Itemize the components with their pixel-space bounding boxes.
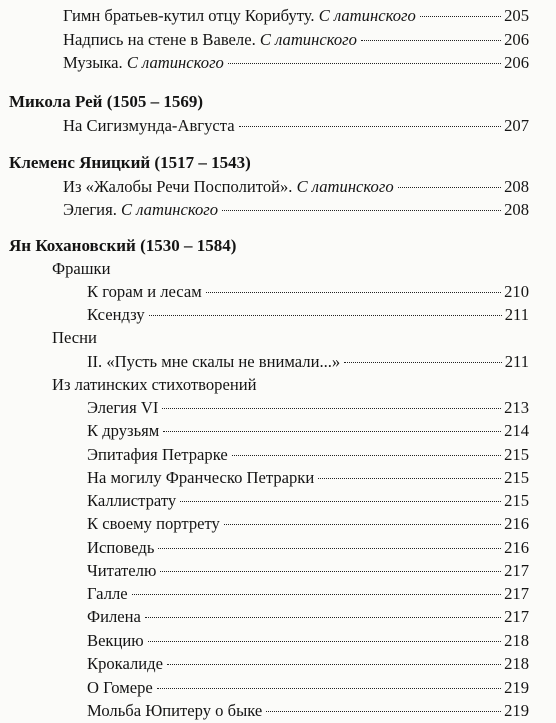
toc-entry[interactable] <box>63 28 529 52</box>
page-number: 207 <box>504 116 529 135</box>
page-number: 219 <box>504 678 529 697</box>
toc-entry[interactable] <box>87 350 529 374</box>
entry-title <box>87 512 220 536</box>
entry-title-text: Крокалиде <box>87 654 163 673</box>
dot-leader <box>145 617 501 618</box>
entry-title-text: Читателю <box>87 561 157 580</box>
toc-entry[interactable] <box>87 559 529 583</box>
toc-entry[interactable] <box>63 198 529 222</box>
author-heading: Микола Рей (1505 – 1569) <box>9 92 204 111</box>
toc-entry[interactable] <box>87 396 529 420</box>
page-number: 206 <box>504 53 529 72</box>
toc-entry[interactable] <box>87 629 529 653</box>
page-number: 216 <box>504 514 529 533</box>
entry-title <box>87 396 158 420</box>
toc-entry[interactable] <box>87 443 529 467</box>
entry-title-text: Филена <box>87 607 141 626</box>
dot-leader <box>149 315 502 316</box>
dot-leader <box>158 548 501 549</box>
page-number: 215 <box>504 445 529 464</box>
entry-title-text: Гимн братьев-кутил отцу Корибуту. <box>63 6 315 25</box>
toc-entry[interactable] <box>63 4 529 28</box>
entry-title <box>87 419 159 443</box>
dot-leader <box>239 126 502 127</box>
entry-title <box>87 536 154 560</box>
page-number: 213 <box>504 398 529 417</box>
page-number: 206 <box>504 30 529 49</box>
entry-title-text: Надпись на стене в Вавеле. <box>63 30 256 49</box>
entry-title <box>87 350 340 374</box>
entry-title-text: II. «Пусть мне скалы не внимали...» <box>87 352 341 371</box>
dot-leader <box>361 40 501 41</box>
dot-leader <box>318 478 501 479</box>
entry-title-text: Мольба Юпитеру о быке <box>87 701 263 721</box>
entry-translation-note: С латинского <box>318 6 416 25</box>
page-number: 208 <box>504 177 529 196</box>
dot-leader <box>344 362 502 363</box>
toc-entry[interactable] <box>87 303 529 327</box>
dot-leader <box>228 63 501 64</box>
dot-leader <box>398 187 501 188</box>
entry-title-text: К друзьям <box>87 421 160 440</box>
entry-title <box>87 559 156 583</box>
page-number: 208 <box>504 200 529 219</box>
entry-title <box>87 303 145 327</box>
dot-leader <box>157 688 501 689</box>
section-heading: Песни <box>52 328 97 347</box>
author-heading: Клеменс Яницкий (1517 – 1543) <box>9 153 251 172</box>
toc-entry[interactable] <box>87 489 529 513</box>
entry-title <box>63 4 416 28</box>
dot-leader <box>180 501 501 502</box>
page-number: 205 <box>504 6 529 25</box>
page-number: 211 <box>504 352 529 371</box>
entry-title-text: Исповедь <box>87 538 155 557</box>
page-number: 216 <box>504 538 529 557</box>
dot-leader <box>232 455 501 456</box>
entry-title-text: К своему портрету <box>87 514 220 533</box>
toc-entry[interactable] <box>87 419 529 443</box>
dot-leader <box>132 594 501 595</box>
entry-title <box>87 443 228 467</box>
page-number: 217 <box>504 561 529 580</box>
entry-translation-note: С латинского <box>296 177 394 196</box>
page-number: 218 <box>504 654 529 673</box>
entry-title <box>87 629 144 653</box>
section-heading: Фрашки <box>52 259 111 278</box>
entry-title <box>87 280 202 304</box>
entry-title-text: На могилу Франческо Петрарки <box>87 468 315 487</box>
entry-title-text: Галле <box>87 584 128 603</box>
page-number: 214 <box>504 421 529 440</box>
entry-title <box>63 114 235 138</box>
dot-leader <box>162 408 501 409</box>
dot-leader <box>266 711 501 712</box>
entry-title-text: Элегия. <box>63 200 117 219</box>
entry-title-text: Эпитафия Петрарке <box>87 445 228 464</box>
entry-title <box>63 175 394 199</box>
entry-title <box>87 489 176 513</box>
entry-title-text: Ксендзу <box>87 305 145 324</box>
toc-entry[interactable] <box>87 676 529 700</box>
entry-translation-note: С латинского <box>259 30 357 49</box>
toc-entry[interactable] <box>87 280 529 304</box>
entry-title <box>87 582 128 606</box>
entry-title <box>63 198 218 222</box>
dot-leader <box>206 292 501 293</box>
page-number: 215 <box>504 468 529 487</box>
entry-title-text: Из «Жалобы Речи Посполитой». <box>63 177 293 196</box>
entry-title-text: О Гомере <box>87 678 153 697</box>
toc-entry[interactable] <box>87 699 529 723</box>
toc-entry[interactable] <box>63 114 529 138</box>
entry-title-text: Элегия VI <box>87 398 159 417</box>
page-number: 217 <box>504 584 529 603</box>
toc-entry[interactable] <box>87 536 529 560</box>
dot-leader <box>163 431 501 432</box>
dot-leader <box>148 641 501 642</box>
dot-leader <box>167 664 501 665</box>
dot-leader <box>222 210 501 211</box>
entry-title <box>63 51 224 75</box>
entry-title <box>87 466 314 490</box>
toc-entry[interactable] <box>63 51 529 75</box>
toc-entry[interactable] <box>63 175 529 199</box>
entry-title <box>87 652 163 676</box>
page-number: 210 <box>504 282 529 301</box>
dot-leader <box>160 571 501 572</box>
dot-leader <box>420 16 501 17</box>
entry-title-text: К горам и лесам <box>87 282 202 301</box>
toc-entry[interactable] <box>87 582 529 606</box>
entry-title-text: Каллистрату <box>87 491 177 510</box>
toc-entry[interactable] <box>87 466 529 490</box>
entry-title-text: Векцию <box>87 631 144 650</box>
toc-entry[interactable] <box>87 605 529 629</box>
entry-title-text: Музыка. <box>63 53 123 72</box>
toc-entry[interactable] <box>87 652 529 676</box>
entry-title <box>63 28 357 52</box>
page-number: 217 <box>504 607 529 626</box>
author-heading: Ян Кохановский (1530 – 1584) <box>9 236 237 255</box>
entry-translation-note: С латинского <box>121 200 219 219</box>
entry-translation-note: С латинского <box>126 53 224 72</box>
page-number: 215 <box>504 491 529 510</box>
page-number: 211 <box>504 305 529 324</box>
entry-title <box>87 605 141 629</box>
toc-entry[interactable] <box>87 512 529 536</box>
entry-title <box>87 676 153 700</box>
section-heading: Из латинских стихотворений <box>52 375 257 394</box>
entry-title <box>87 699 262 723</box>
page-number: 219 <box>504 701 529 721</box>
entry-title-text: На Сигизмунда-Августа <box>63 116 235 135</box>
page-number: 218 <box>504 631 529 650</box>
dot-leader <box>224 524 501 525</box>
